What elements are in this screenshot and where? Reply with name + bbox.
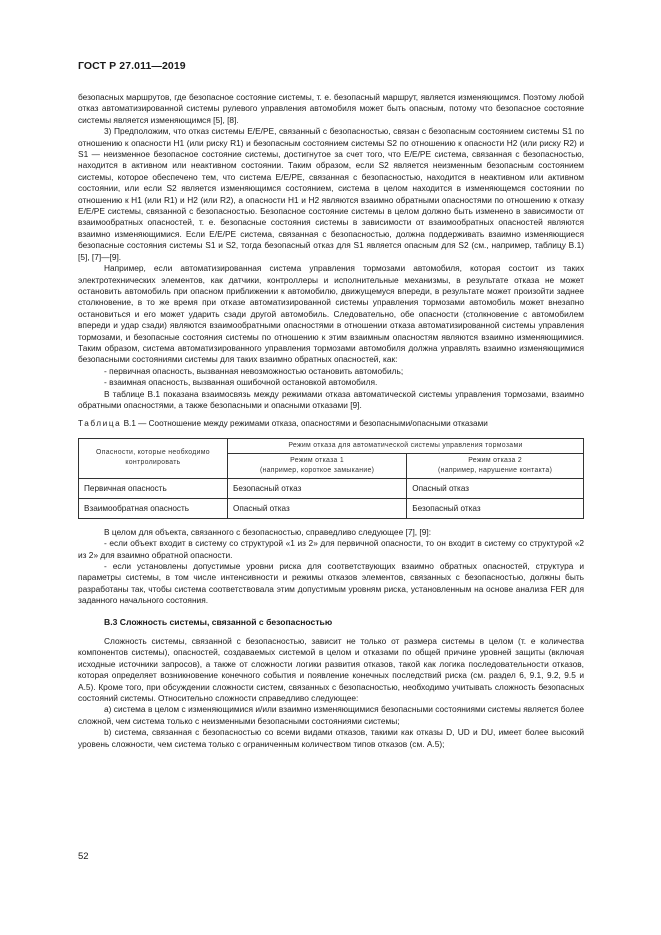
paragraph: - взаимная опасность, вызванная ошибочной остановкой автомобиля. (104, 377, 378, 388)
paragraph-group-b (78, 527, 584, 607)
table-cell: Опасный отказ (407, 478, 584, 498)
table-header-mode-1: Режим отказа 1 (например, короткое замыкание) (227, 453, 406, 478)
paragraph: - первичная опасность, вызванная невозможностью остановить автомобиль; (104, 365, 404, 376)
table-cell: Безопасный отказ (407, 498, 584, 518)
paragraph: В целом для объекта, связанного с безопасностью, справедливо следующее [7], [9]: (104, 526, 432, 537)
table-header-mode-2: Режим отказа 2 (например, нарушение контакта) (407, 453, 584, 478)
table-cell: Безопасный отказ (227, 478, 406, 498)
page-content (78, 92, 584, 750)
table-caption-text: В.1 — Соотношение между режимами отказа, опасностями и безопасными/опасными отказами (121, 419, 488, 429)
table-header-failure-mode-group: Режим отказа для автоматической системы управления тормозами (227, 438, 583, 453)
paragraph: - если установлены допустимые уровни риска для соответствующих взаимно обратных опасностей, структура и параметры системы, в том числе интенсивности и режимы отказов элементов, связанных с безопасностью, должны быть разработаны так, чтобы система соответствовала этим допустимым уровням риска, установленным на основе анализа FER для заданного начального состояния. (78, 561, 584, 606)
table-row (79, 498, 584, 518)
page-number: 52 (78, 851, 89, 862)
table-cell: Взаимообратная опасность (79, 498, 228, 518)
paragraph: b) система, связанная с безопасностью со всеми видами отказов, такими как отказы D, UD и DU, имеет более высокий уровень сложности, чем система только с ограниченным количеством типов отказов (см. А.5); (78, 727, 584, 749)
table-cell: Первичная опасность (79, 478, 228, 498)
table-cell: Опасный отказ (227, 498, 406, 518)
section-heading: В.3 Сложность системы, связанной с безопасностью (104, 616, 333, 627)
paragraph: безопасных маршрутов, где безопасное состояние системы, т. е. безопасный маршрут, является изменяющимся. Поэтому любой отказ автоматизированной системы рулевого управления автомобиля может быть опасным, потому что безопасное состояние системы является изменяющимся [5], [8]. (78, 92, 584, 125)
paragraph: 3) Предположим, что отказ системы E/E/PE, связанный с безопасностью, связан с безопасным состоянием системы S1 по отношению к опасности H1 (или риску R1) и безопасным состоянием системы S2 по отношению к опасности H2 (или риску R2) и S1 — неизменное безопасное состояние системы, достигнутое за счет того, что E/E/PE система, связанная с безопасностью, находится в активном или неактивном состоянии. Таким образом, если S2 является неизменным безопасным состоянием системы, которое обеспечено тем, что система E/E/PE, связанная с безопасностью, находится в неактивном или активном состоянии, или если S2 является изменяющимся состоянием, система в целом находится в изменяющемся состоянии по отношению к H1 (или R1) и H2 (или R2), а опасности H1 и H2 являются взаимно обратными опасностями по отношению к отказу E/E/PE системы, связанной с безопасностью. Безопасное состояние системы в целом должно быть изменено в зависимости от взаимообратных опасностей, т. е. безопасные состояния системы в зависимости от взаимообратных опасностей являются взаимно изменяющимися. Если E/E/PE система, связанная с безопасностью, должна поддерживать взаимно изменяющиеся безопасные состояния системы S1 и S2, тогда безопасный отказ для S1 является опасным для S2 (см., например, таблицу В.1) [5], [7]—[9]. (78, 126, 584, 262)
paragraph: В таблице В.1 показана взаимосвязь между режимами отказа автоматической системы управления тормозами, взаимно обратными опасностями, а также безопасными и опасными отказами [9]. (78, 388, 584, 410)
paragraph: а) система в целом с изменяющимися и/или взаимно изменяющимися безопасными состояниями системы является более сложной, чем система только с неизменными безопасными состояниями системы; (78, 704, 584, 726)
page-header: ГОСТ Р 27.011—2019 (78, 60, 186, 72)
failure-modes-table (78, 438, 584, 519)
table-caption (78, 418, 584, 429)
paragraph: - если объект входит в систему со структурой «1 из 2» для первичной опасности, то он входит в систему со структурой «2 из 2» для взаимно обратной опасности. (78, 538, 584, 560)
table-header-hazards: Опасности, которые необходимо контролировать (79, 438, 228, 478)
table-row (79, 478, 584, 498)
table-caption-label: Таблица (78, 419, 122, 429)
paragraph: Сложность системы, связанной с безопасностью, зависит не только от размера системы в целом (т. е количества компонентов системы), опасностей, создаваемых системой в целом и отказами по общей причине уровней защиты (включая исходные источники запросов), а также от сложности логики развития отказов, такой как логика последовательности отказов, которая определяет возникновение конечного события и появление конечных последствий риска (см. раздел 6, 9.1, 9.2, 9.5 и А.5). Кроме того, при обсуждении сложности систем, связанных с безопасностью, необходимо учитывать сложность безопасных состояний системы. Относительно сложности справедливо следующее: (78, 636, 584, 704)
paragraph: Например, если автоматизированная система управления тормозами автомобиля, которая состоит из таких электротехнических элементов, как датчики, контроллеры и исполнительные механизмы, в результате отказа не может остановить автомобиль при опасном приближении к автомобилю, движущемуся впереди, в результате может произойти заднее столкновение, в то же время при отказе автоматизированной системы управления тормозами автомобиль может внезапно остановиться и его может ударить сзади другой автомобиль. Следовательно, обе опасности (столкновение с автомобилем впереди и удар сзади) являются взаимообратными опасностями в отношении отказа автоматизированной системы управления тормозами, и безопасные состояния системы по отношению к этим взаимным опасностям являются взаимно изменяющимися. Таким образом, система автоматизированного управления тормозами автомобиля должна управлять взаимно изменяющимися безопасными состояниями системы для таких взаимно обратных опасностей, как: (78, 263, 584, 365)
paragraph-group-c (78, 636, 584, 750)
paragraph-group-a (78, 92, 584, 411)
